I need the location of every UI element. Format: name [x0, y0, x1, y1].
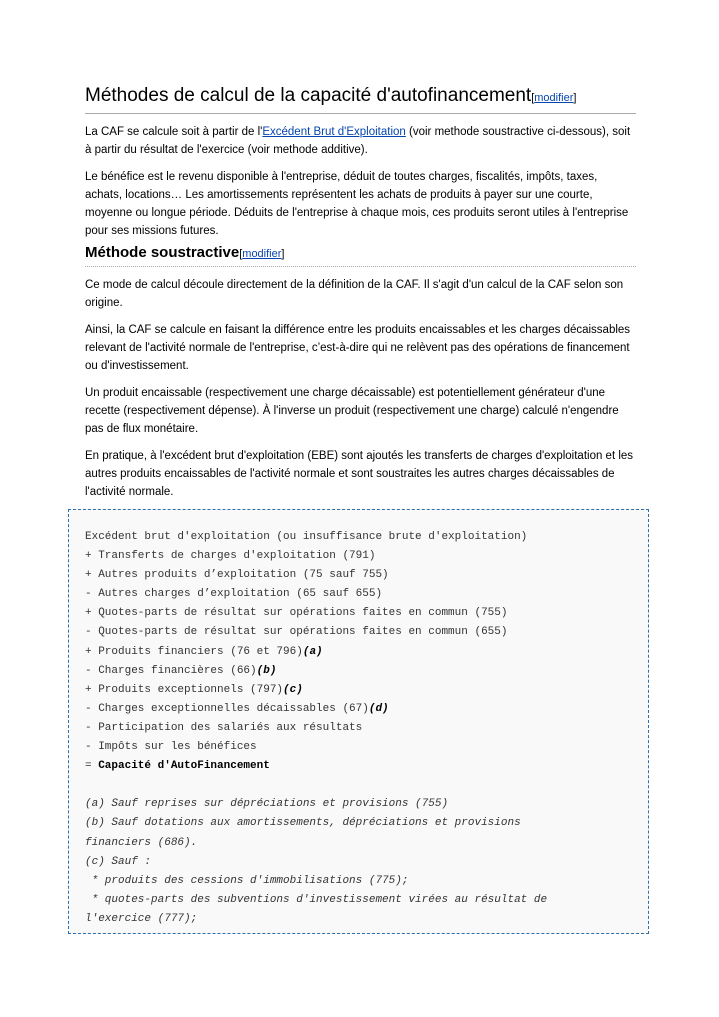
section-title: Méthodes de calcul de la capacité d'autofinancement — [85, 85, 532, 106]
footnote-line: l'exercice (777); — [85, 912, 198, 925]
formula-result-line: = Capacité d'AutoFinancement — [85, 760, 270, 773]
formula-line: - Charges financières (66)(b) — [85, 664, 277, 677]
formula-line: + Quotes-parts de résultat sur opérations faites en commun (755) — [85, 607, 508, 620]
formula-line: Excédent brut d'exploitation (ou insuffisance brute d'exploitation) — [85, 531, 528, 543]
formula-line: - Charges exceptionnelles décaissables (67)(d) — [85, 702, 389, 715]
edit-section-link[interactable]: [modifier] — [531, 92, 577, 104]
footnote-line: (c) Sauf : — [85, 855, 152, 868]
formula-line: - Quotes-parts de résultat sur opérations faites en commun (655) — [85, 626, 508, 639]
formula-line: - Impôts sur les bénéfices — [85, 741, 257, 754]
footnote-line: (b) Sauf dotations aux amortissements, dépréciations et provisions — [85, 817, 521, 830]
section-heading-methode-soustractive — [85, 243, 636, 267]
spacer — [85, 776, 632, 795]
footnote-ref: (c) — [283, 683, 303, 696]
formula-line: - Autres charges d’exploitation (65 sauf 655) — [85, 588, 383, 601]
formula-line: + Produits financiers (76 et 796)(a) — [85, 645, 323, 658]
formula-code-block — [68, 509, 649, 934]
modifier-link[interactable]: modifier — [534, 92, 574, 104]
formula-line: - Participation des salariés aux résultats — [85, 721, 363, 734]
section-title: Méthode soustractive — [85, 244, 240, 261]
paragraph-mode-calcul: Ce mode de calcul découle directement de la définition de la CAF. Il s'agit d'un calcul de la CAF selon son origine. — [85, 279, 624, 309]
formula-line: + Autres produits d’exploitation (75 sauf 755) — [85, 569, 389, 582]
footnote-line: * produits des cessions d'immobilisations (775); — [85, 874, 409, 887]
modifier-link[interactable]: modifier — [242, 248, 282, 260]
paragraph-caf-intro: La CAF se calcule soit à partir de l'Excédent Brut d'Exploitation (voir methode soustractive ci-dessous), soit à partir du résultat de l'exercice (voir methode additive). — [85, 126, 631, 156]
footnote-ref: (a) — [302, 645, 323, 658]
footnote-line: * quotes-parts des subventions d'investissement virées au résultat de — [85, 893, 548, 906]
footnote-ref: (b) — [256, 664, 277, 677]
paragraph-difference: Ainsi, la CAF se calcule en faisant la différence entre les produits encaissables et les charges décaissables relevant de l'activité normale de l'entreprise, c’est-à-dire qui ne relèvent pas des opérations de financement ou d'investissement. — [85, 324, 631, 372]
article-content — [85, 84, 636, 528]
edit-section-link[interactable]: [modifier] — [239, 248, 285, 260]
paragraph-pratique: En pratique, à l'excédent brut d'exploitation (EBE) sont ajoutés les transferts de charges d'exploitation et les autres produits encaissables de l'activité normale et sont soustraites les autres charges décaissables de l'activité normale. — [85, 450, 634, 498]
formula-line: + Produits exceptionnels (797)(c) — [85, 683, 303, 696]
footnote-line: financiers (686). — [85, 836, 198, 849]
paragraph-produit-encaissable: Un produit encaissable (respectivement une charge décaissable) est potentiellement générateur d'une recette (respectivement dépense). À l'inverse un produit (respectivement une charge) calculé n'engendre pas de flux monétaire. — [85, 387, 619, 435]
section-heading-calcul-caf — [85, 84, 636, 114]
footnote-ref: (d) — [368, 702, 389, 715]
footnote-line: (a) Sauf reprises sur dépréciations et provisions (755) — [85, 798, 449, 811]
ebe-link[interactable]: Excédent Brut d'Exploitation — [262, 126, 406, 138]
formula-line: + Transferts de charges d'exploitation (791) — [85, 550, 376, 563]
paragraph-benefice: Le bénéfice est le revenu disponible à l'entreprise, déduit de toutes charges, fiscalités, impôts, taxes, achats, locations… Les amortissements représentent les achats de produits à payer sur une courte, moyenne ou longue période. Déduits de l'entreprise à chaque mois, ces produits seront utiles à l'entreprise pour ses missions futures. — [85, 171, 629, 237]
